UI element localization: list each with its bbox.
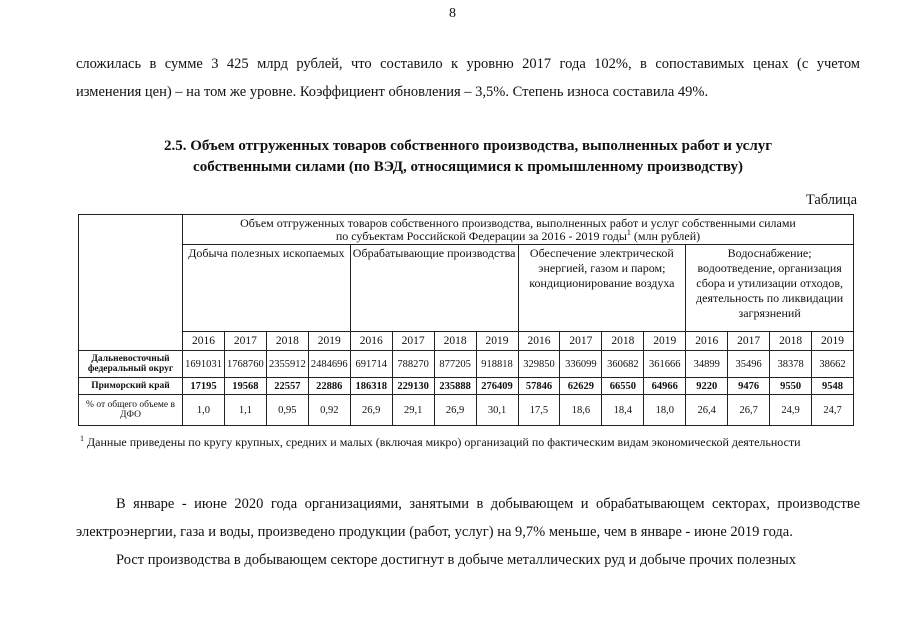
value-cell: 691714: [350, 351, 392, 378]
value-cell: 17,5: [518, 395, 560, 426]
value-cell: 64966: [644, 378, 686, 395]
value-cell: 26,7: [728, 395, 770, 426]
value-cell: 788270: [392, 351, 434, 378]
year-cell: 2018: [266, 332, 308, 351]
value-cell: 9220: [686, 378, 728, 395]
value-cell: 229130: [392, 378, 434, 395]
value-cell: 22886: [308, 378, 350, 395]
value-cell: 2355912: [266, 351, 308, 378]
year-cell: 2016: [518, 332, 560, 351]
value-cell: 336099: [560, 351, 602, 378]
value-cell: 360682: [602, 351, 644, 378]
intro-line-2: изменения цен) – на том же уровне. Коэффициент обновления – 3,5%. Степень износа составила 49%.: [76, 84, 709, 100]
table-year-row: [79, 332, 854, 351]
year-cell: 2016: [686, 332, 728, 351]
year-cell: 2017: [392, 332, 434, 351]
value-cell: 26,9: [350, 395, 392, 426]
value-cell: 18,0: [644, 395, 686, 426]
value-cell: 17195: [183, 378, 225, 395]
value-cell: 24,9: [770, 395, 812, 426]
year-cell: 2018: [602, 332, 644, 351]
value-cell: 0,95: [266, 395, 308, 426]
footnote-mark: 1: [626, 228, 631, 237]
value-cell: 18,4: [602, 395, 644, 426]
group-header-manufacturing: Обрабатывающие производства: [350, 245, 518, 332]
table-title-row: [79, 215, 854, 245]
value-cell: 186318: [350, 378, 392, 395]
value-cell: 38378: [770, 351, 812, 378]
value-cell: 35496: [728, 351, 770, 378]
value-cell: 0,92: [308, 395, 350, 426]
year-cell: 2019: [812, 332, 854, 351]
year-cell: 2016: [183, 332, 225, 351]
value-cell: 66550: [602, 378, 644, 395]
group-header-energy: Обеспечение электрической энергией, газом и паром; кондиционирование воздуха: [518, 245, 686, 332]
table-row-dfo: [79, 351, 854, 378]
value-cell: 34899: [686, 351, 728, 378]
row-label: Приморский край: [79, 378, 183, 395]
year-cell: 2017: [560, 332, 602, 351]
year-cell: 2017: [728, 332, 770, 351]
value-cell: 18,6: [560, 395, 602, 426]
value-cell: 1691031: [183, 351, 225, 378]
year-cell: 2016: [350, 332, 392, 351]
value-cell: 1,0: [183, 395, 225, 426]
value-cell: 26,9: [434, 395, 476, 426]
value-cell: 361666: [644, 351, 686, 378]
table-corner-cell: [79, 215, 183, 351]
value-cell: 9548: [812, 378, 854, 395]
value-cell: 26,4: [686, 395, 728, 426]
table-title-line-1: Объем отгруженных товаров собственного производства, выполненных работ и услуг собственными силами: [240, 216, 796, 230]
year-cell: 2017: [224, 332, 266, 351]
table-title-unit: (млн рублей): [630, 229, 701, 243]
value-cell: 1,1: [224, 395, 266, 426]
footnote-number: 1: [80, 434, 84, 443]
value-cell: 276409: [476, 378, 518, 395]
value-cell: 329850: [518, 351, 560, 378]
year-cell: 2019: [476, 332, 518, 351]
footnote-text: Данные приведены по кругу крупных, средних и малых (включая микро) организаций по фактическим видам экономической деятельности: [84, 435, 801, 449]
data-table: [78, 214, 854, 426]
value-cell: 19568: [224, 378, 266, 395]
value-cell: 62629: [560, 378, 602, 395]
section-heading-line-2: собственными силами (по ВЭД, относящимися к промышленному производству): [193, 159, 743, 175]
table-title: [183, 215, 854, 245]
section-heading-line-1: 2.5. Объем отгруженных товаров собственного производства, выполненных работ и услуг: [163, 138, 773, 154]
value-cell: 9476: [728, 378, 770, 395]
table-row-percent: [79, 395, 854, 426]
year-cell: 2019: [308, 332, 350, 351]
value-cell: 918818: [476, 351, 518, 378]
value-cell: 235888: [434, 378, 476, 395]
table-row-primorsky: [79, 378, 854, 395]
value-cell: 9550: [770, 378, 812, 395]
page-number: 8: [449, 6, 456, 21]
group-header-mining: Добыча полезных ископаемых: [183, 245, 351, 332]
body-paragraph-2: В январе - июне 2020 года организациями, занятыми в добывающем и обрабатывающем секторах, производстве электроэнергии, газа и воды, произведено продукции (работ, услуг) на 9,7% меньше, чем в январе - июне 2019 года.: [76, 496, 860, 540]
table-group-row: [79, 245, 854, 332]
section-heading: [76, 136, 860, 178]
value-cell: 24,7: [812, 395, 854, 426]
body-paragraph-3: Рост производства в добывающем секторе достигнут в добыче металлических руд и добыче прочих полезных: [116, 552, 797, 568]
intro-line-1: сложилась в сумме 3 425 млрд рублей, что составило к уровню 2017 года 102%, в сопоставимых ценах (с учетом: [76, 56, 860, 72]
year-cell: 2019: [644, 332, 686, 351]
row-label: % от общего объеме в ДФО: [79, 395, 183, 426]
footnote: [80, 434, 850, 450]
value-cell: 29,1: [392, 395, 434, 426]
table-label: Таблица: [805, 192, 857, 208]
value-cell: 1768760: [224, 351, 266, 378]
intro-paragraph: [76, 50, 860, 106]
group-header-water: Водоснабжение; водоотведение, организация сбора и утилизации отходов, деятельность по ликвидации загрязнений: [686, 245, 854, 332]
value-cell: 38662: [812, 351, 854, 378]
value-cell: 22557: [266, 378, 308, 395]
value-cell: 57846: [518, 378, 560, 395]
value-cell: 877205: [434, 351, 476, 378]
value-cell: 30,1: [476, 395, 518, 426]
value-cell: 2484696: [308, 351, 350, 378]
year-cell: 2018: [434, 332, 476, 351]
row-label: Дальневосточный федеральный округ: [79, 351, 183, 378]
table-title-line-2: по субъектам Российской Федерации за 2016 - 2019 годы: [335, 229, 627, 243]
year-cell: 2018: [770, 332, 812, 351]
